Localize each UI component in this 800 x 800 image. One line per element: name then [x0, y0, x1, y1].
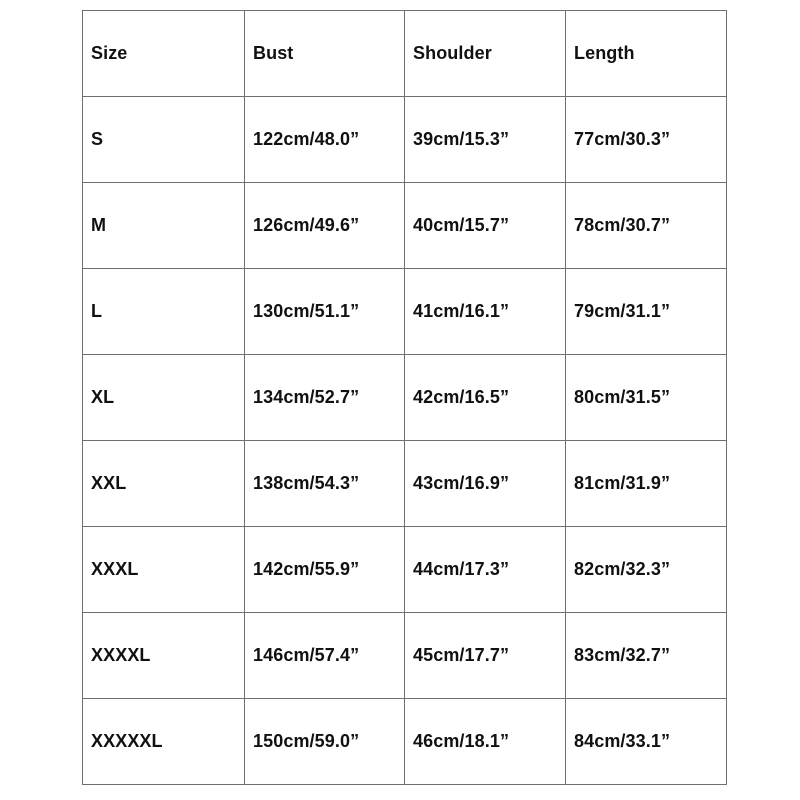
cell-shoulder: 39cm/15.3”	[405, 97, 566, 183]
table-row	[83, 699, 727, 785]
cell-size: XL	[83, 355, 245, 441]
table-row	[83, 613, 727, 699]
header-length: Length	[566, 11, 727, 97]
table-header-row	[83, 11, 727, 97]
cell-bust: 130cm/51.1”	[245, 269, 405, 355]
cell-length: 81cm/31.9”	[566, 441, 727, 527]
cell-length: 78cm/30.7”	[566, 183, 727, 269]
size-chart-table	[82, 10, 727, 785]
cell-length: 82cm/32.3”	[566, 527, 727, 613]
table-row	[83, 183, 727, 269]
table-row	[83, 97, 727, 183]
cell-size: M	[83, 183, 245, 269]
cell-bust: 146cm/57.4”	[245, 613, 405, 699]
cell-bust: 134cm/52.7”	[245, 355, 405, 441]
cell-bust: 150cm/59.0”	[245, 699, 405, 785]
cell-shoulder: 41cm/16.1”	[405, 269, 566, 355]
cell-bust: 138cm/54.3”	[245, 441, 405, 527]
cell-length: 84cm/33.1”	[566, 699, 727, 785]
cell-shoulder: 43cm/16.9”	[405, 441, 566, 527]
header-bust: Bust	[245, 11, 405, 97]
cell-shoulder: 44cm/17.3”	[405, 527, 566, 613]
header-size: Size	[83, 11, 245, 97]
table-row	[83, 355, 727, 441]
cell-shoulder: 42cm/16.5”	[405, 355, 566, 441]
cell-size: XXXXL	[83, 613, 245, 699]
cell-length: 77cm/30.3”	[566, 97, 727, 183]
cell-length: 79cm/31.1”	[566, 269, 727, 355]
cell-shoulder: 46cm/18.1”	[405, 699, 566, 785]
header-shoulder: Shoulder	[405, 11, 566, 97]
cell-size: XXXL	[83, 527, 245, 613]
table-row	[83, 527, 727, 613]
cell-shoulder: 45cm/17.7”	[405, 613, 566, 699]
cell-length: 83cm/32.7”	[566, 613, 727, 699]
table-row	[83, 441, 727, 527]
cell-shoulder: 40cm/15.7”	[405, 183, 566, 269]
cell-size: L	[83, 269, 245, 355]
cell-size: S	[83, 97, 245, 183]
cell-size: XXXXXL	[83, 699, 245, 785]
cell-bust: 122cm/48.0”	[245, 97, 405, 183]
cell-size: XXL	[83, 441, 245, 527]
cell-bust: 126cm/49.6”	[245, 183, 405, 269]
cell-bust: 142cm/55.9”	[245, 527, 405, 613]
cell-length: 80cm/31.5”	[566, 355, 727, 441]
table-row	[83, 269, 727, 355]
